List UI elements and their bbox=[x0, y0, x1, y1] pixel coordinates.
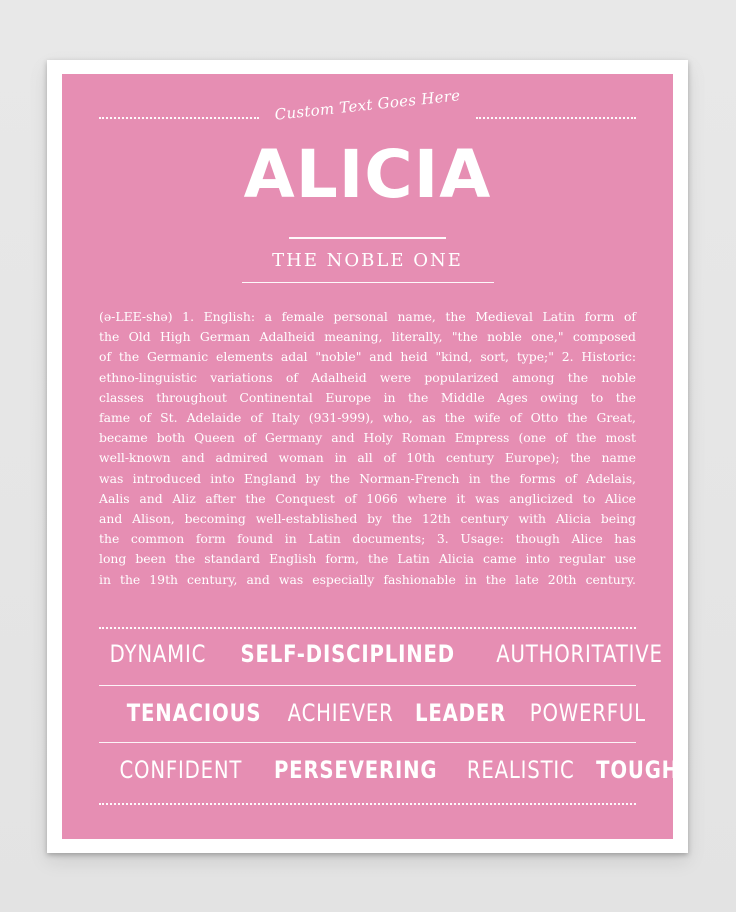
name-meaning: THE NOBLE ONE bbox=[272, 250, 463, 271]
definition-line: became both Queen of Germany and Holy Roman Empress (one of the most bbox=[99, 430, 636, 446]
definition-line: was introduced into England by the Norman-French in the forms of Adelais, bbox=[99, 470, 636, 486]
traits-row-1 bbox=[99, 640, 663, 668]
traits-row-divider bbox=[99, 742, 636, 743]
trait-word: PERSEVERING bbox=[273, 756, 438, 784]
poster-name-title: ALICIA bbox=[243, 136, 492, 213]
trait-word: REALISTIC bbox=[466, 756, 575, 784]
print-frame bbox=[47, 60, 688, 853]
definition-line: long been the standard English form, the Latin Alicia came into regular use bbox=[99, 551, 636, 567]
traits-row-3 bbox=[106, 756, 679, 784]
trait-word: POWERFUL bbox=[529, 699, 646, 727]
custom-text: Custom Text Goes Here bbox=[273, 86, 462, 124]
definition-line: the common form found in Latin documents; 3. Usage: though Alice has bbox=[99, 531, 636, 547]
meaning-underline bbox=[242, 282, 494, 283]
definition-line: classes throughout Continental Europe in the Middle Ages owing to the bbox=[99, 389, 636, 405]
traits-row-2 bbox=[112, 699, 646, 727]
trait-word: SELF-DISCIPLINED bbox=[240, 640, 455, 668]
definition-line: fame of St. Adelaide of Italy (931-999), who, as the wife of Otto the Great, bbox=[99, 410, 636, 426]
traits-row-divider bbox=[99, 685, 636, 686]
trait-word: AUTHORITATIVE bbox=[496, 640, 663, 668]
definition-line: of the Germanic elements adal "noble" and heid "kind, sort, type;" 2. Historic: bbox=[99, 349, 636, 365]
trait-word: TOUGH bbox=[595, 756, 679, 784]
name-definition bbox=[99, 307, 636, 590]
definition-line: Aalis and Aliz after the Conquest of 1066 where it was anglicized to Alice bbox=[99, 490, 636, 506]
trait-word: CONFIDENT bbox=[119, 756, 243, 784]
trait-word: ACHIEVER bbox=[287, 699, 394, 727]
trait-word: LEADER bbox=[415, 699, 507, 727]
definition-line: ethno-linguistic variations of Adalheid were popularized among the noble bbox=[99, 369, 636, 385]
definition-line: (ə-LEE-shə) 1. English: a female personal name, the Medieval Latin form of bbox=[99, 309, 636, 324]
traits-top-dotted-rule bbox=[99, 627, 636, 629]
name-poster bbox=[62, 74, 679, 839]
definition-line: well-known and admired woman in all of 10th century Europe); the name bbox=[99, 450, 636, 466]
traits-bottom-dotted-rule bbox=[99, 803, 636, 805]
trait-word: TENACIOUS bbox=[126, 699, 262, 727]
trait-word: DYNAMIC bbox=[109, 640, 207, 668]
top-right-dotted-rule bbox=[476, 117, 636, 119]
definition-line: in the 19th century, and was especially fashionable in the late 20th century. bbox=[99, 571, 636, 587]
definition-line: and Alison, becoming well-established by the 12th century with Alicia being bbox=[99, 511, 636, 527]
name-underline bbox=[289, 237, 446, 239]
definition-line: the Old High German Adalheid meaning, literally, "the noble one," composed bbox=[99, 329, 636, 345]
